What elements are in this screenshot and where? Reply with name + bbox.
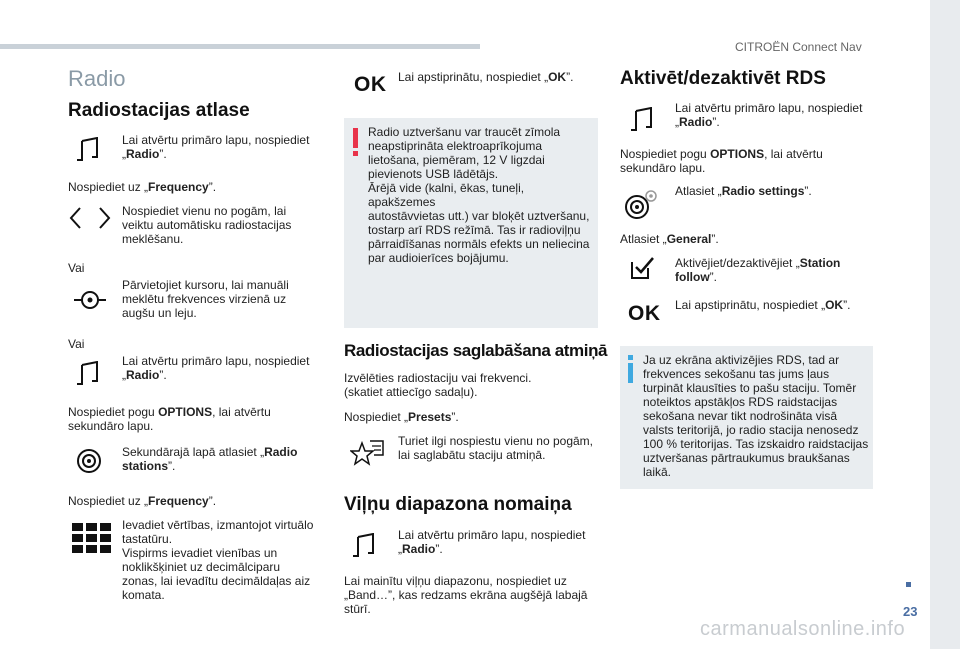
ok-icon: OK <box>354 73 387 96</box>
step-radio-stations: Sekundārajā lapā atlasiet „Radio stations”. <box>122 445 298 473</box>
step-manual-search: Pārvietojiet kursoru, lai manuāli meklētu frekvences virzienā uz augšu un leju. <box>122 278 289 320</box>
header-title: CITROËN Connect Nav <box>735 40 862 54</box>
step-confirm: Lai apstiprinātu, nospiediet „OK”. <box>675 298 851 312</box>
or-label: Vai <box>68 337 85 351</box>
section-title: Radio <box>68 66 126 91</box>
warning-exclamation-icon <box>352 128 360 158</box>
info-text: Ja uz ekrāna aktivizējies RDS, tad ar frekvences sekošanu tas jums ļaus turpināt klausīties to pašu staciju. Tomēr noteiktos apstākļos RDS raidstacijas sekošana nevar tikt nodrošināta visā valsts teritorijā, jo radio stacija nenosedz 100 % teritorijas. Tas izskaidro raidstacijas uztveršanas pārtraukumus braukšanas laikā. <box>643 353 869 479</box>
keypad-icon <box>72 523 112 553</box>
step-keypad: Ievadiet vērtības, izmantojot virtuālo tastatūru. Vispirms ievadiet vienības un noklikšķiniet uz decimālciparu zonas, lai ievadītu decimāldaļas aiz komata. <box>122 518 314 602</box>
heading-band-change: Viļņu diapazona nomaiņa <box>344 494 572 515</box>
music-note-icon <box>76 361 100 387</box>
radio-stations-icon <box>76 448 102 474</box>
star-preset-icon <box>350 437 384 467</box>
page-number: 23 <box>903 604 918 619</box>
step-confirm: Lai apstiprinātu, nospiediet „OK”. <box>398 70 574 84</box>
checkbox-checked-icon <box>630 256 656 280</box>
step-frequency: Nospiediet uz „Frequency”. <box>68 180 217 194</box>
music-note-icon <box>630 107 654 133</box>
side-strip <box>930 0 960 649</box>
step-open-radio: Lai atvērtu primāro lapu, nospiediet „Radio”. <box>122 133 310 161</box>
slider-cursor-icon <box>72 288 108 312</box>
chevron-left-icon <box>68 206 82 230</box>
warning-text: Radio uztveršanu var traucēt zīmola neapstiprināta elektroaprīkojuma lietošana, piemēram, 12 V ligzdai pievienots USB lādētājs. Ārējā vide (kalni, ēkas, tuneļi, apakšzemes autostāvvietas utt.) var bloķēt uztveršanu, tostarp arī RDS režīmā. Tas ir radioviļņu pārraidīšanas normāls efekts un neliecina par audioierīces bojājumu. <box>368 125 590 265</box>
or-label: Vai <box>68 261 85 275</box>
header-rule <box>0 44 480 49</box>
step-frequency: Nospiediet uz „Frequency”. <box>68 494 217 508</box>
step-open-radio: Lai atvērtu primāro lapu, nospiediet „Radio”. <box>398 528 586 556</box>
chevron-right-icon <box>98 206 112 230</box>
step-open-radio: Lai atvērtu primāro lapu, nospiediet „Radio”. <box>122 354 310 382</box>
heading-station-select: Radiostacijas atlase <box>68 100 250 121</box>
step-auto-search: Nospiediet vienu no pogām, lai veiktu automātisku radiostacijas meklēšanu. <box>122 204 292 246</box>
step-band: Lai mainītu viļņu diapazonu, nospiediet uz „Band…”, kas redzams ekrāna augšējā labajā stūrī. <box>344 574 588 616</box>
step-options: Nospiediet pogu OPTIONS, lai atvērtu sekundāro lapu. <box>68 405 271 433</box>
info-icon <box>627 355 635 385</box>
step-long-press: Turiet ilgi nospiestu vienu no pogām, lai saglabātu staciju atmiņā. <box>398 434 593 462</box>
step-presets: Nospiediet „Presets”. <box>344 410 459 424</box>
step-station-follow: Aktivējiet/dezaktivējiet „Station follow”. <box>675 256 841 284</box>
step-general: Atlasiet „General”. <box>620 232 719 246</box>
heading-save-preset: Radiostacijas saglabāšana atmiņā <box>344 341 608 360</box>
step-select-station: Izvēlēties radiostaciju vai frekvenci. (skatiet attiecīgo sadaļu). <box>344 371 532 399</box>
ok-icon: OK <box>628 302 661 325</box>
watermark: carmanualsonline.info <box>700 618 906 640</box>
music-note-icon <box>76 137 100 163</box>
step-options: Nospiediet pogu OPTIONS, lai atvērtu sekundāro lapu. <box>620 147 823 175</box>
step-open-radio: Lai atvērtu primāro lapu, nospiediet „Radio”. <box>675 101 863 129</box>
page-dot <box>906 582 911 587</box>
step-radio-settings: Atlasiet „Radio settings”. <box>675 184 812 198</box>
heading-rds: Aktivēt/dezaktivēt RDS <box>620 68 826 89</box>
music-note-icon <box>352 533 376 559</box>
radio-settings-icon <box>624 188 660 220</box>
